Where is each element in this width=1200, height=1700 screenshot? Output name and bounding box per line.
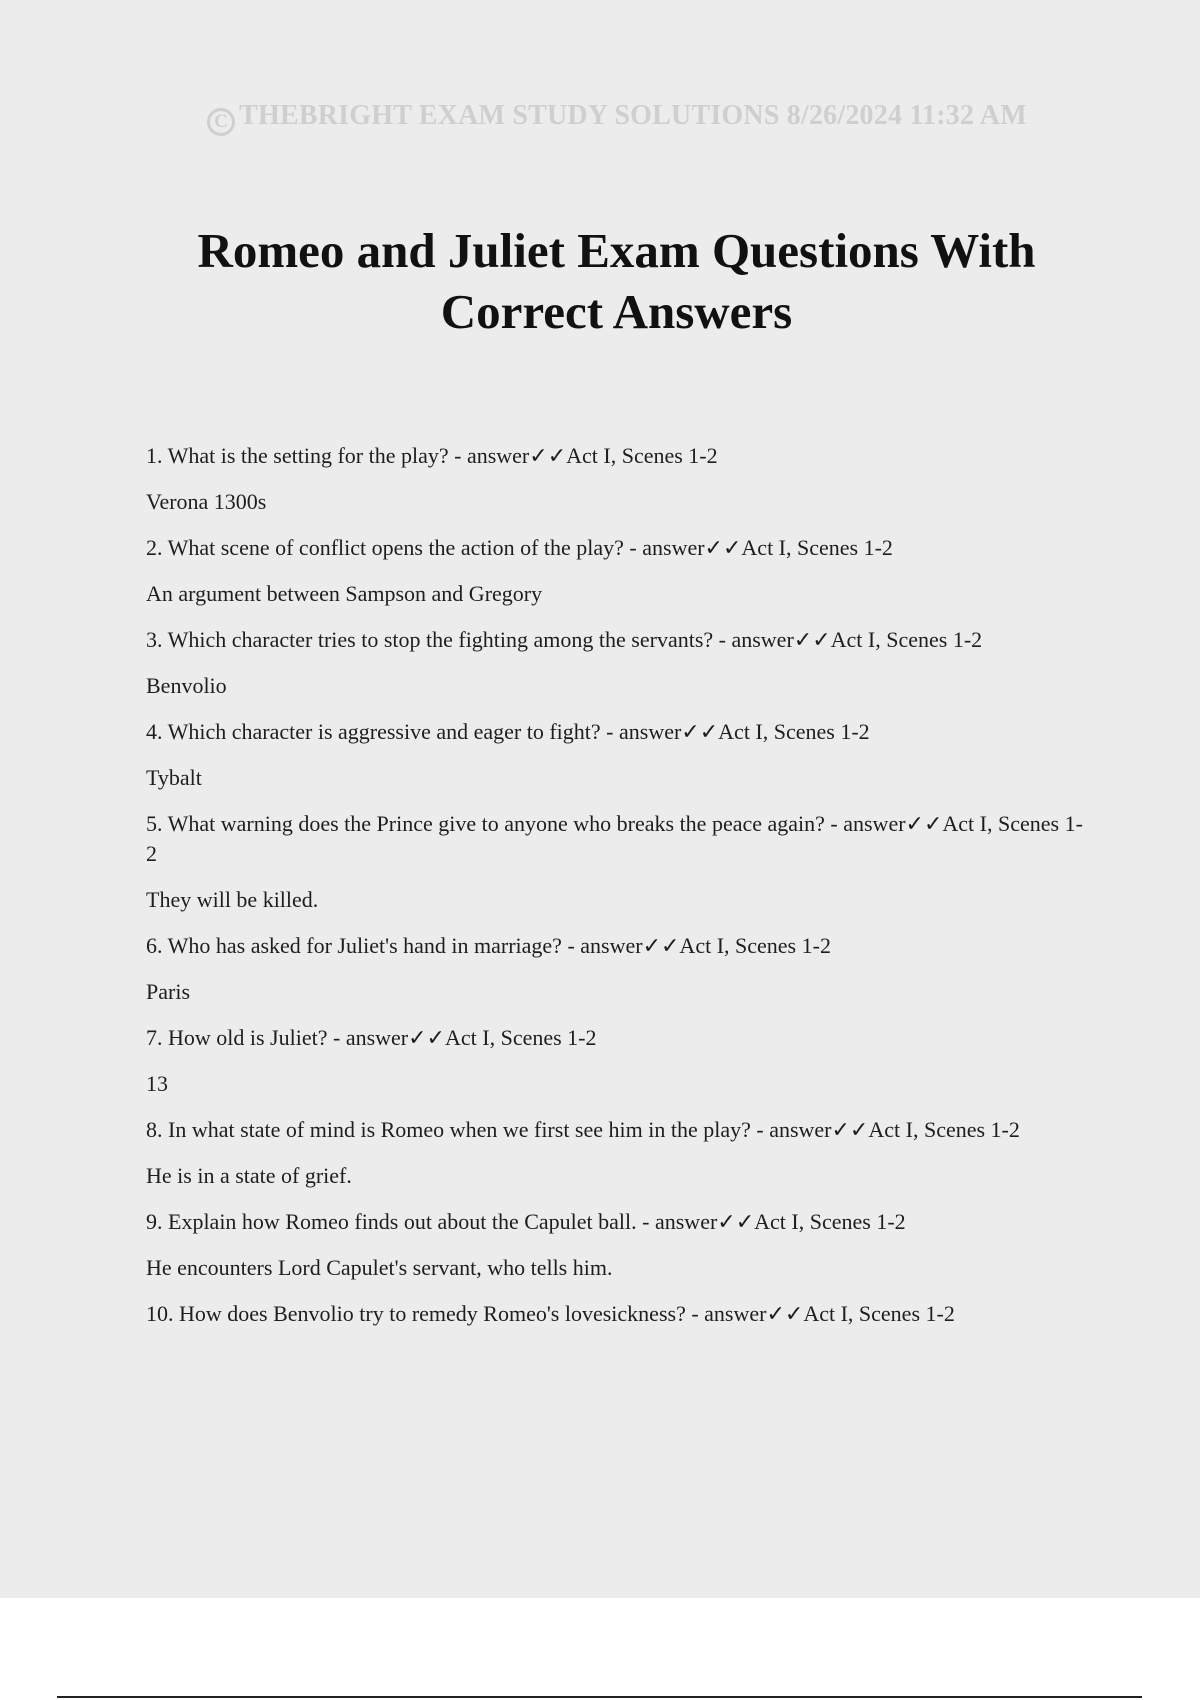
question-text: 8. In what state of mind is Romeo when we first see him in the play? - answer✓✓Act I, Scenes 1-2 <box>146 1117 1020 1142</box>
answer-text: An argument between Sampson and Gregory <box>146 581 543 606</box>
answer-text: He is in a state of grief. <box>146 1163 352 1188</box>
question-text: 1. What is the setting for the play? - answer✓✓Act I, Scenes 1-2 <box>146 443 718 468</box>
answer-text: Benvolio <box>146 673 227 698</box>
question-text: 2. What scene of conflict opens the action of the play? - answer✓✓Act I, Scenes 1-2 <box>146 535 893 560</box>
answer-text: He encounters Lord Capulet's servant, who tells him. <box>146 1255 613 1280</box>
watermark-text: THEBRIGHT EXAM STUDY SOLUTIONS 8/26/2024 11:32 AM <box>239 100 1027 131</box>
qa-item <box>146 1299 1086 1329</box>
answer-text: Paris <box>146 979 190 1004</box>
qa-item <box>146 441 1086 517</box>
watermark <box>0 100 1200 136</box>
answer-text: 13 <box>146 1071 168 1096</box>
question-text: 9. Explain how Romeo finds out about the Capulet ball. - answer✓✓Act I, Scenes 1-2 <box>146 1209 906 1234</box>
question-text: 4. Which character is aggressive and eager to fight? - answer✓✓Act I, Scenes 1-2 <box>146 719 870 744</box>
question-text: 6. Who has asked for Juliet's hand in marriage? - answer✓✓Act I, Scenes 1-2 <box>146 933 831 958</box>
qa-item <box>146 533 1086 609</box>
question-text: 7. How old is Juliet? - answer✓✓Act I, Scenes 1-2 <box>146 1025 597 1050</box>
qa-item <box>146 625 1086 701</box>
answer-text: Tybalt <box>146 765 202 790</box>
question-text: 10. How does Benvolio try to remedy Romeo's lovesickness? - answer✓✓Act I, Scenes 1-2 <box>146 1301 955 1326</box>
qa-item <box>146 809 1086 915</box>
qa-list <box>146 441 1086 1345</box>
qa-item <box>146 717 1086 793</box>
page-divider <box>57 1696 1142 1698</box>
answer-text: Verona 1300s <box>146 489 267 514</box>
qa-item <box>146 1115 1086 1191</box>
copyright-icon: C <box>207 108 235 136</box>
question-text: 5. What warning does the Prince give to anyone who breaks the peace again? - answer✓✓Act I, Scenes 1-2 <box>146 811 1083 866</box>
qa-item <box>146 1023 1086 1099</box>
qa-item <box>146 931 1086 1007</box>
document-title: Romeo and Juliet Exam Questions With Correct Answers <box>197 223 1036 339</box>
answer-text: They will be killed. <box>146 887 319 912</box>
question-text: 3. Which character tries to stop the fighting among the servants? - answer✓✓Act I, Scenes 1-2 <box>146 627 983 652</box>
qa-item <box>146 1207 1086 1283</box>
